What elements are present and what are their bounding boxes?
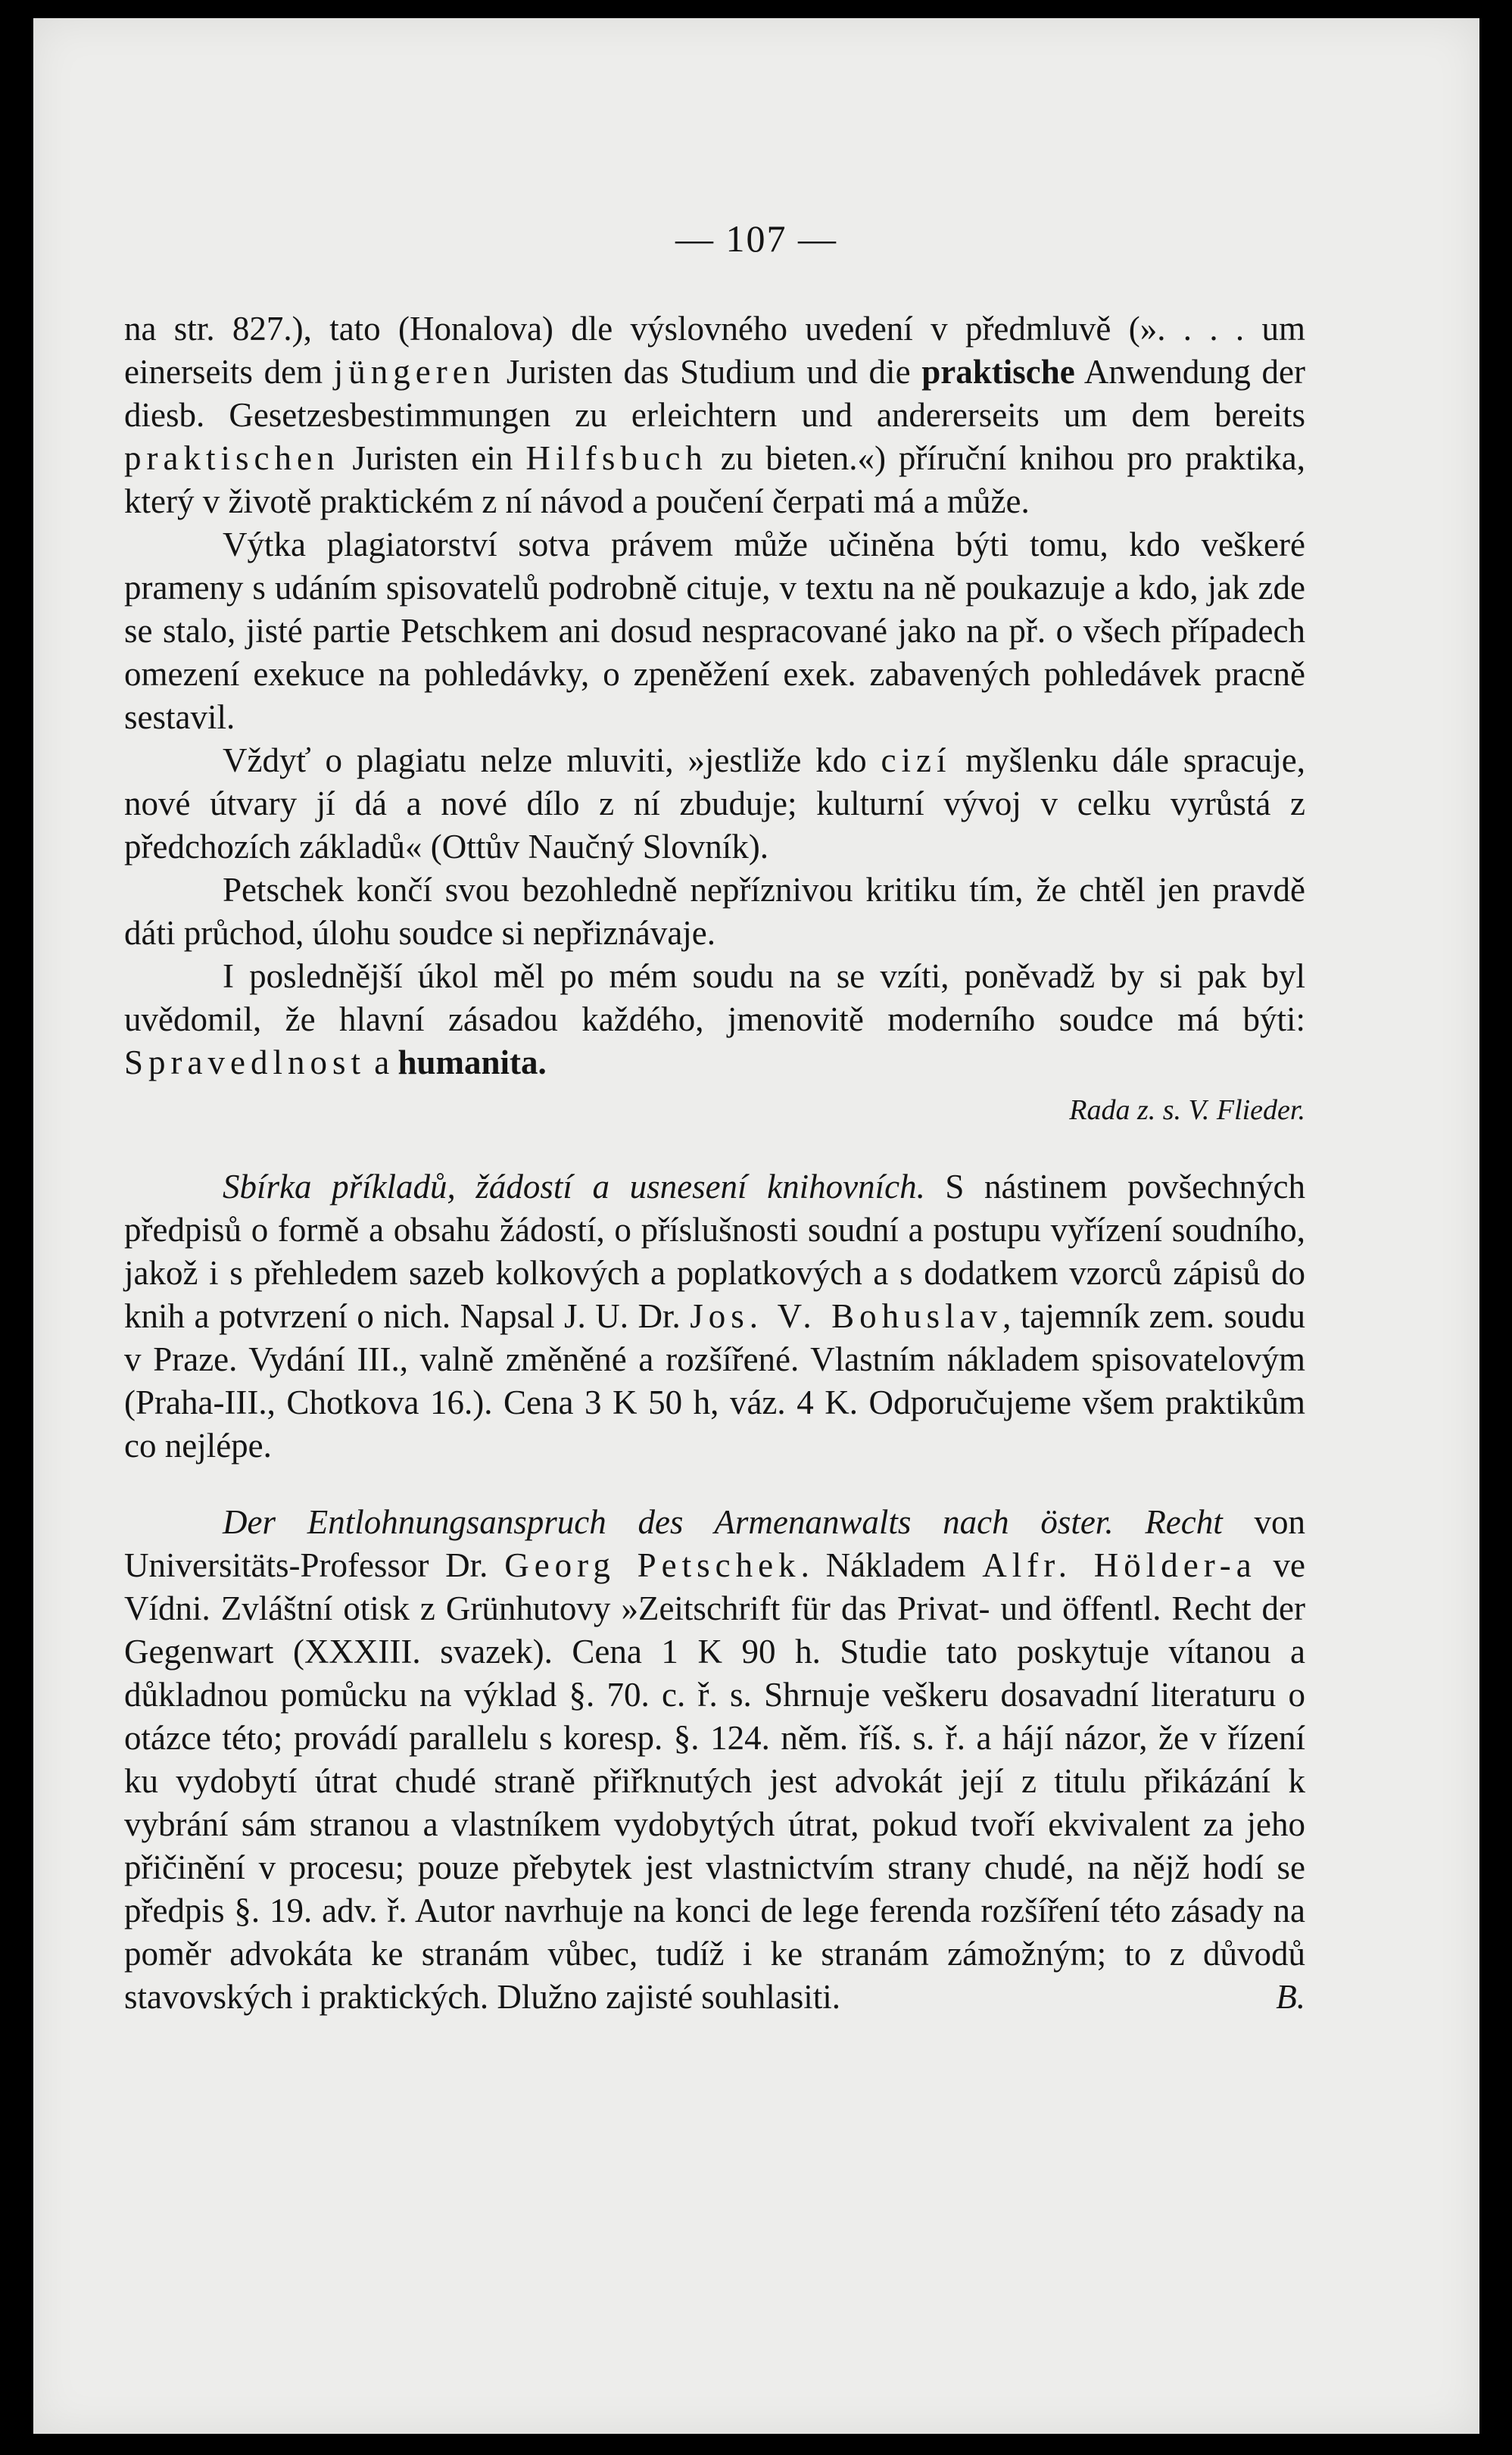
section-gap xyxy=(124,1132,1305,1165)
signature-flieder: Rada z. s. V. Flieder. xyxy=(1069,1094,1305,1126)
review-author: Georg Petschek xyxy=(504,1546,801,1584)
page-sheet xyxy=(33,18,1479,2434)
paragraph-1: na str. 827.), tato (Honalova) dle výslovného uvedení v předmluvě (». . . . um einerseits dem jüngeren Juristen das Studium und die praktische Anwendung der diesb. Gesetzesbestimmungen zu erleichtern und andererseits um dem bereits praktischen Juristen ein Hilfsbuch zu bieten.«) příruční knihou pro praktika, který v životě praktickém z ní návod a poučení čerpati má a může. xyxy=(124,310,1306,520)
section-gap xyxy=(124,1468,1305,1501)
review-signature: B. xyxy=(1276,1978,1305,2016)
review-title: Sbírka příkladů, žádostí a usnesení knihovních. xyxy=(223,1168,925,1206)
review-publisher: Alfr. Hölder-a xyxy=(982,1546,1257,1584)
review-bohuslav: Sbírka příkladů, žádostí a usnesení knihovních. S nástinem povšechných předpisů o formě a obsahu žádostí, o příslušnosti soudní a postupu vyřízení soudního, jakož i s přehledem sazeb kolkových a poplatkových a s dodatkem vzorců zápisů do knih a potvrzení o nich. Napsal J. U. Dr. Jos. V. Bohuslav, tajemník zem. soudu v Praze. Vydání III., valně změněné a rozšířené. Vlastním nákladem spisovatelovým (Praha-III., Chotkova 16.). Cena 3 K 50 h, váz. 4 K. Odporučujeme všem praktikům co nejlépe. xyxy=(124,1168,1305,1465)
paragraph-3: Vždyť o plagiatu nelze mluviti, »jestliže kdo cizí myšlenku dále spracuje, nové útvary jí dá a nové dílo z ní zbuduje; kulturní vývoj v celku vyrůstá z předchozích základů« (Ottův Naučný Slovník). xyxy=(124,741,1306,866)
page-number: — 107 — xyxy=(675,217,837,260)
page-body xyxy=(124,307,1305,2019)
paragraph-2: Výtka plagiatorství sotva právem může učiněna býti tomu, kdo veškeré prameny s udáním spisovatelů podrobně cituje, v textu na ně poukazuje a kdo, jak zde se stalo, jisté partie Petschkem ani dosud nespracované jako na př. o všech případech omezení exekuce na pohledávky, o zpeněžení exek. zabavených pohledávek pracně sestavil. xyxy=(124,526,1305,736)
review-author: Jos. V. Bohuslav xyxy=(690,1297,1003,1335)
paragraph-4: Petschek končí svou bezohledně nepříznivou kritiku tím, že chtěl jen pravdě dáti průchod, úlohu soudce si nepřiznávaje. xyxy=(124,871,1305,952)
paragraph-5: I poslednější úkol měl po mém soudu na se vzíti, poněvadž by si pak byl uvědomil, že hlavní zásadou každého, jmenovitě moderního soudce má býti: Spravedlnost a humanita. xyxy=(124,957,1305,1081)
review-title: Der Entlohnungsanspruch des Armenanwalts nach öster. Recht xyxy=(223,1503,1223,1541)
review-petschek: Der Entlohnungsanspruch des Armenanwalts nach öster. Recht von Universitäts-Professor Dr. Georg Petschek. Nákladem Alfr. Hölder-a ve Vídni. Zvláštní otisk z Grünhutovy »Zeitschrift für das Privat- und öffentl. Recht der Gegenwart (XXXIII. svazek). Cena 1 K 90 h. Studie tato poskytuje vítanou a důkladnou pomůcku na výklad §. 70. c. ř. s. Shrnuje veškeru dosavadní literaturu o otázce této; provádí parallelu s koresp. §. 124. něm. říš. s. ř. a hájí názor, že v řízení ku vydobytí útrat chudé straně přiřknutých jest advokát její z titulu přikázání k vybrání sám stranou a vlastníkem vydobytých útrat, pokud tvoří ekvivalent za jeho přičinění v procesu; pouze přebytek jest vlastnictvím strany chudé, na nějž hodí se předpis §. 19. adv. ř. Autor navrhuje na konci de lege ferenda rozšíření této zásady na poměr advokáta ke stranám vůbec, tudíž i ke stranám zámožným; to z důvodů stavovských i praktických. Dlužno zajisté souhlasiti. B. xyxy=(124,1501,1305,2019)
